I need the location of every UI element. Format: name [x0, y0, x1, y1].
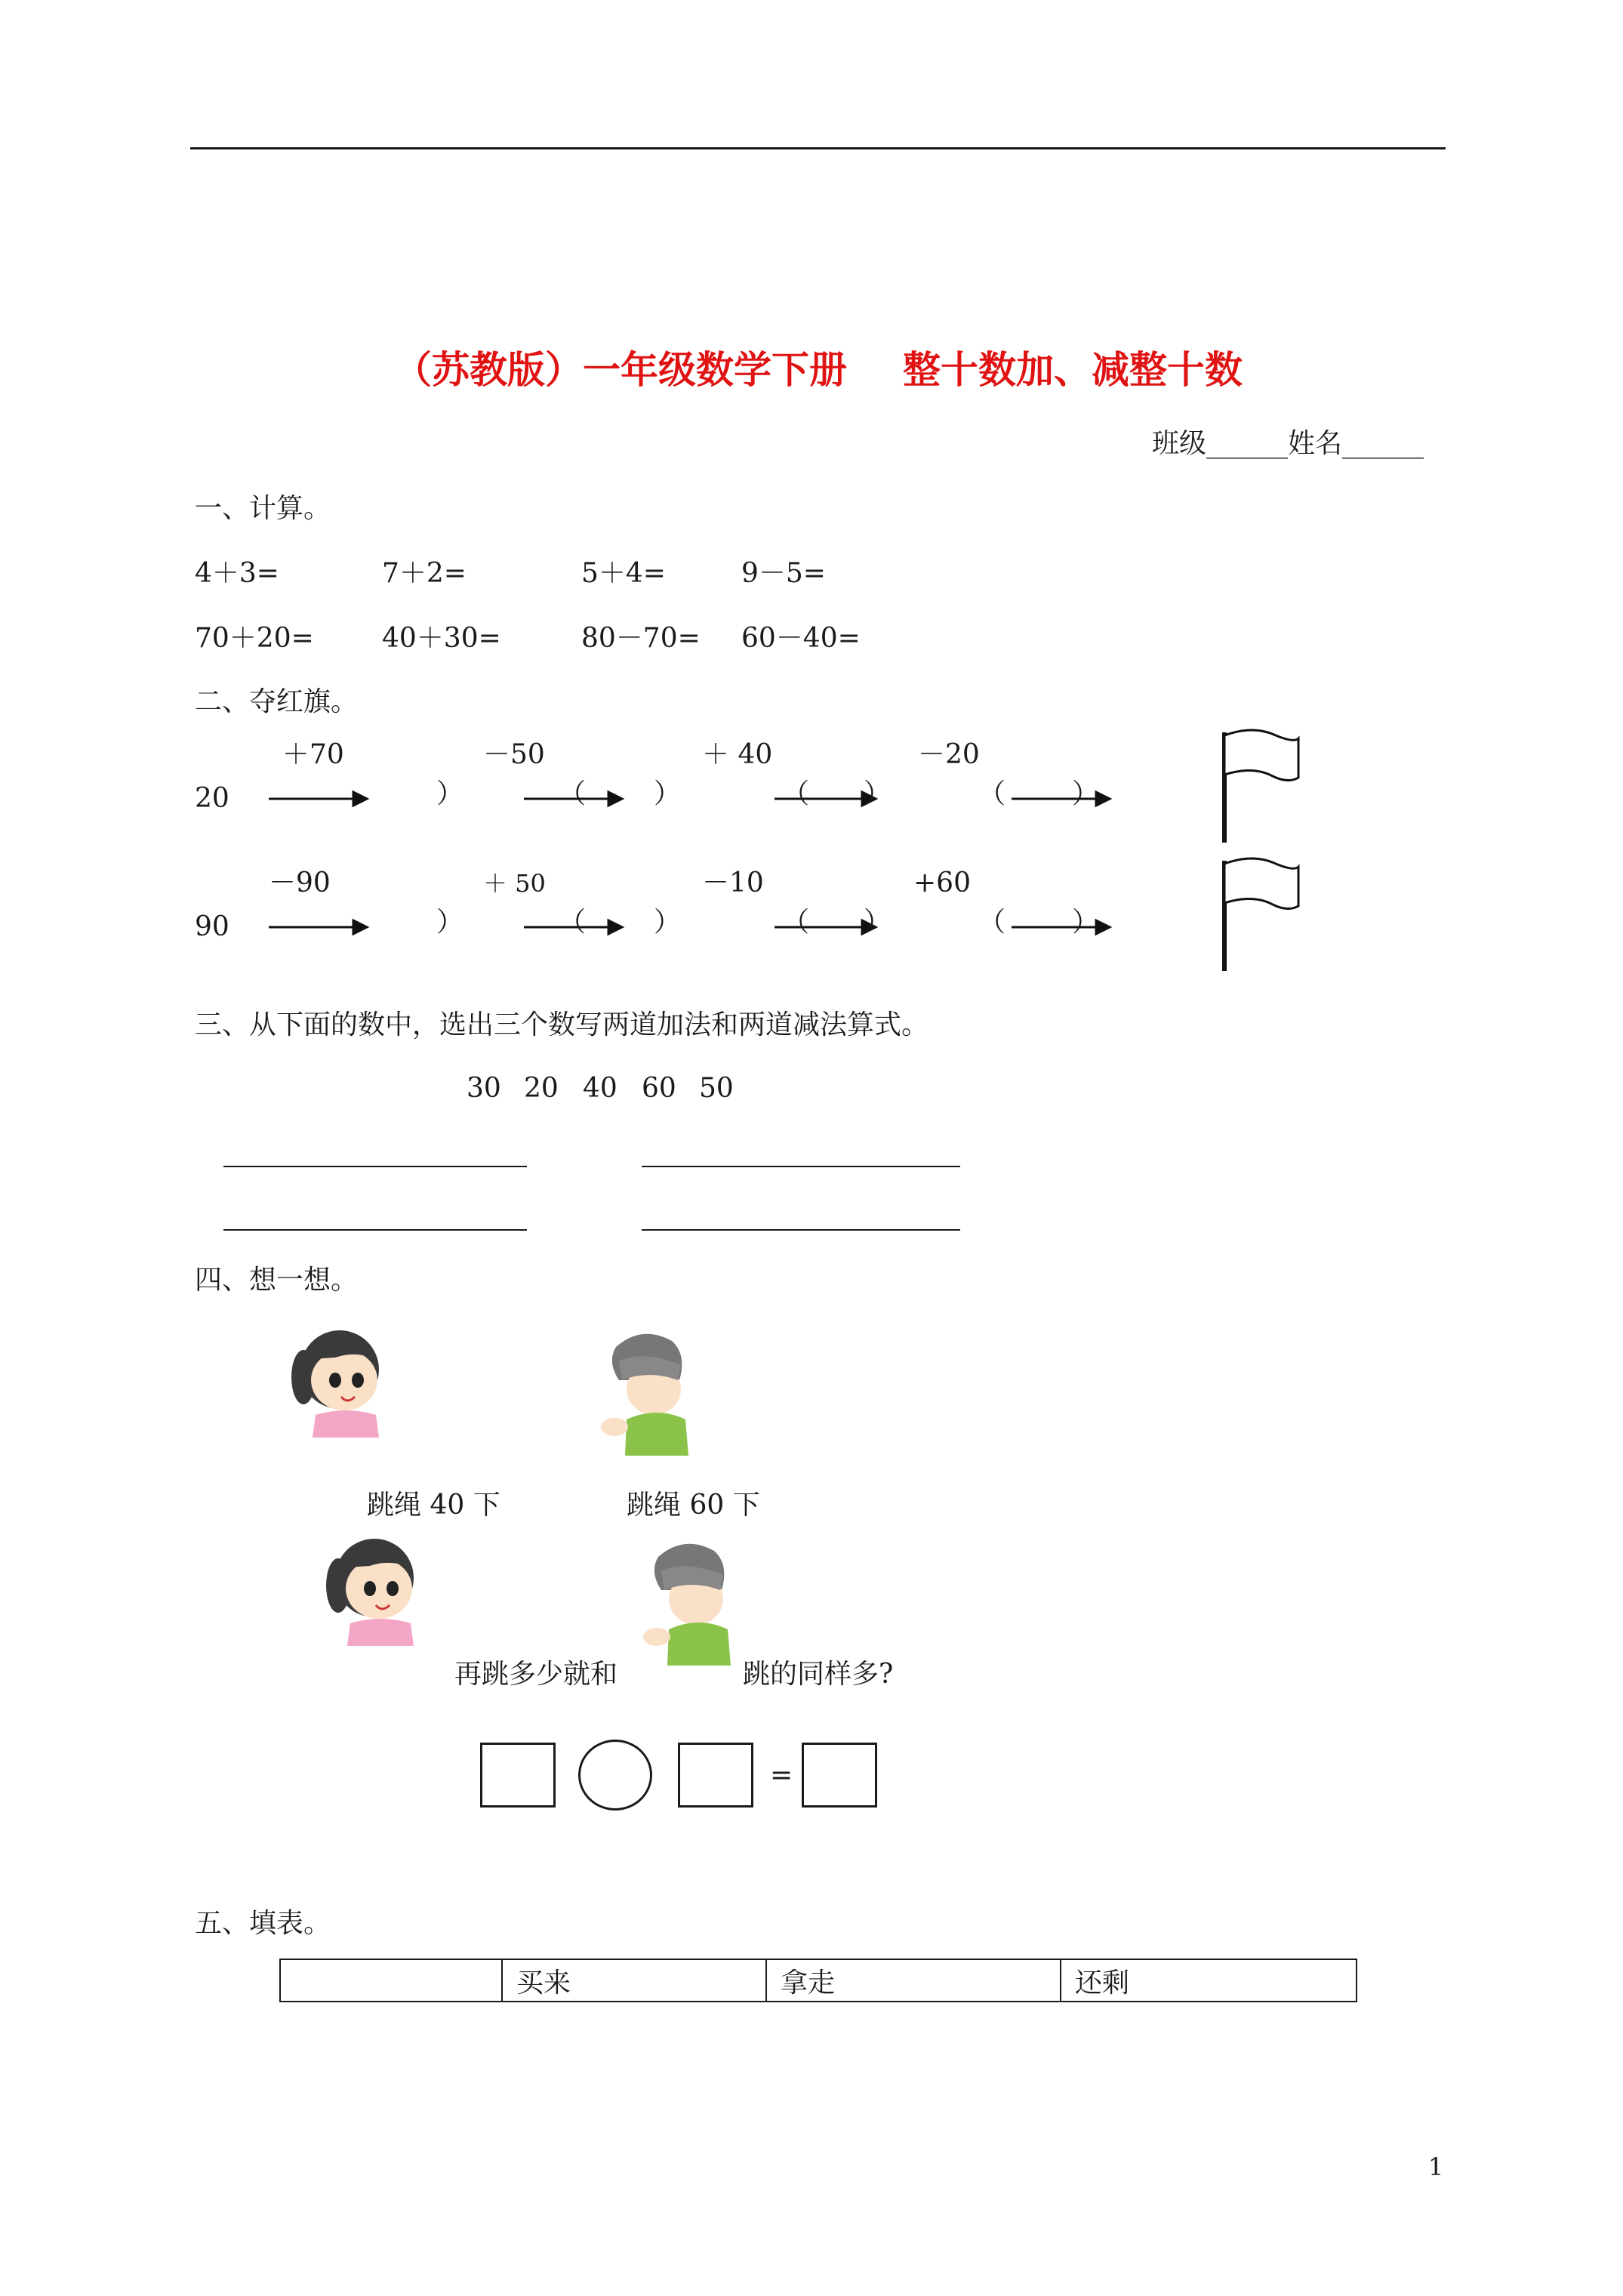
table-header-cell: 买来 [502, 1959, 766, 2002]
chain1-op-2: －50 [483, 739, 545, 770]
title-left: （苏教版）一年级数学下册 [394, 347, 847, 392]
equals-sign: = [770, 1760, 793, 1791]
flag-icon-2 [1215, 858, 1321, 978]
chain1-paren-open-3: （ [782, 778, 810, 809]
chain1-paren-close-3: ） [864, 778, 892, 809]
answer-box-1[interactable] [480, 1743, 556, 1808]
chain2-paren-close-2: ） [654, 907, 682, 938]
chain1-op-1: ＋70 [282, 739, 344, 770]
calc-4: 9－5= [741, 558, 826, 589]
table-row [280, 1959, 1357, 2002]
section3-heading: 三、从下面的数中，选出三个数写两道加法和两道减法算式。 [195, 1009, 929, 1040]
answer-line-2[interactable] [642, 1166, 960, 1167]
chain1-paren-close-4: ） [1072, 778, 1100, 809]
chain1-op-4: －20 [918, 739, 980, 770]
chain2-op-4: +60 [913, 868, 971, 898]
chain2-paren-close-1: ） [436, 907, 464, 938]
table-header-cell: 还剩 [1061, 1959, 1357, 2002]
section1-heading: 一、计算。 [195, 493, 331, 524]
chain2-op-1: －90 [269, 868, 331, 898]
answer-line-3[interactable] [223, 1229, 527, 1231]
number-choice-2: 20 [524, 1073, 559, 1104]
section5-heading: 五、填表。 [195, 1908, 331, 1939]
flag-icon-1 [1215, 729, 1321, 850]
chain2-arrows [0, 853, 1623, 1004]
chain1-paren-open-4: （ [978, 778, 1006, 809]
boy-icon-1 [589, 1327, 702, 1456]
number-choice-3: 40 [583, 1073, 617, 1104]
number-choice-5: 50 [699, 1073, 734, 1104]
number-choice-1: 30 [467, 1073, 501, 1104]
calc-8: 60－40= [741, 623, 861, 654]
calc-7: 80－70= [581, 623, 701, 654]
header-rule [190, 147, 1446, 149]
girl-jump-text: 跳绳 40 下 [367, 1490, 500, 1521]
girl-icon-2 [317, 1525, 445, 1646]
calc-2: 7＋2= [382, 558, 467, 589]
section4-heading: 四、想一想。 [195, 1265, 359, 1296]
fill-table [279, 1959, 1357, 2002]
question-left: 再跳多少就和 [454, 1659, 618, 1690]
answer-box-2[interactable] [678, 1743, 753, 1808]
chain2-start: 90 [195, 911, 229, 942]
answer-line-1[interactable] [223, 1166, 527, 1167]
chain2-paren-close-3: ） [864, 907, 892, 938]
calc-1: 4＋3= [195, 558, 279, 589]
chain2-paren-open-4: （ [978, 907, 1006, 938]
operator-circle[interactable] [578, 1740, 652, 1811]
section2-heading: 二、夺红旗。 [195, 686, 359, 717]
calc-5: 70＋20= [195, 623, 314, 654]
chain1-op-3: ＋ 40 [702, 739, 773, 770]
chain2-op-2: ＋ 50 [483, 869, 546, 898]
table-header-cell[interactable] [280, 1959, 502, 2002]
number-choice-4: 60 [642, 1073, 676, 1104]
chain2-op-3: －10 [702, 868, 764, 898]
calc-6: 40＋30= [382, 623, 501, 654]
chain1-start: 20 [195, 783, 229, 814]
answer-box-3[interactable] [802, 1743, 877, 1808]
chain1-paren-close-1: ） [436, 778, 464, 809]
answer-line-4[interactable] [642, 1229, 960, 1231]
calc-3: 5＋4= [581, 558, 666, 589]
question-right: 跳的同样多? [743, 1659, 894, 1690]
boy-icon-2 [631, 1537, 744, 1666]
table-header-cell: 拿走 [766, 1959, 1061, 2002]
chain2-paren-open-2: （ [559, 907, 587, 938]
class-name-line: 班级______姓名______ [1152, 428, 1424, 459]
chain2-paren-close-4: ） [1072, 907, 1100, 938]
chain1-paren-open-2: （ [559, 778, 587, 809]
chain2-paren-open-3: （ [782, 907, 810, 938]
chain1-paren-close-2: ） [654, 778, 682, 809]
title-right: 整十数加、减整十数 [903, 347, 1243, 392]
boy-jump-text: 跳绳 60 下 [627, 1490, 760, 1521]
page-number: 1 [1428, 2153, 1444, 2181]
girl-icon-1 [282, 1317, 411, 1438]
